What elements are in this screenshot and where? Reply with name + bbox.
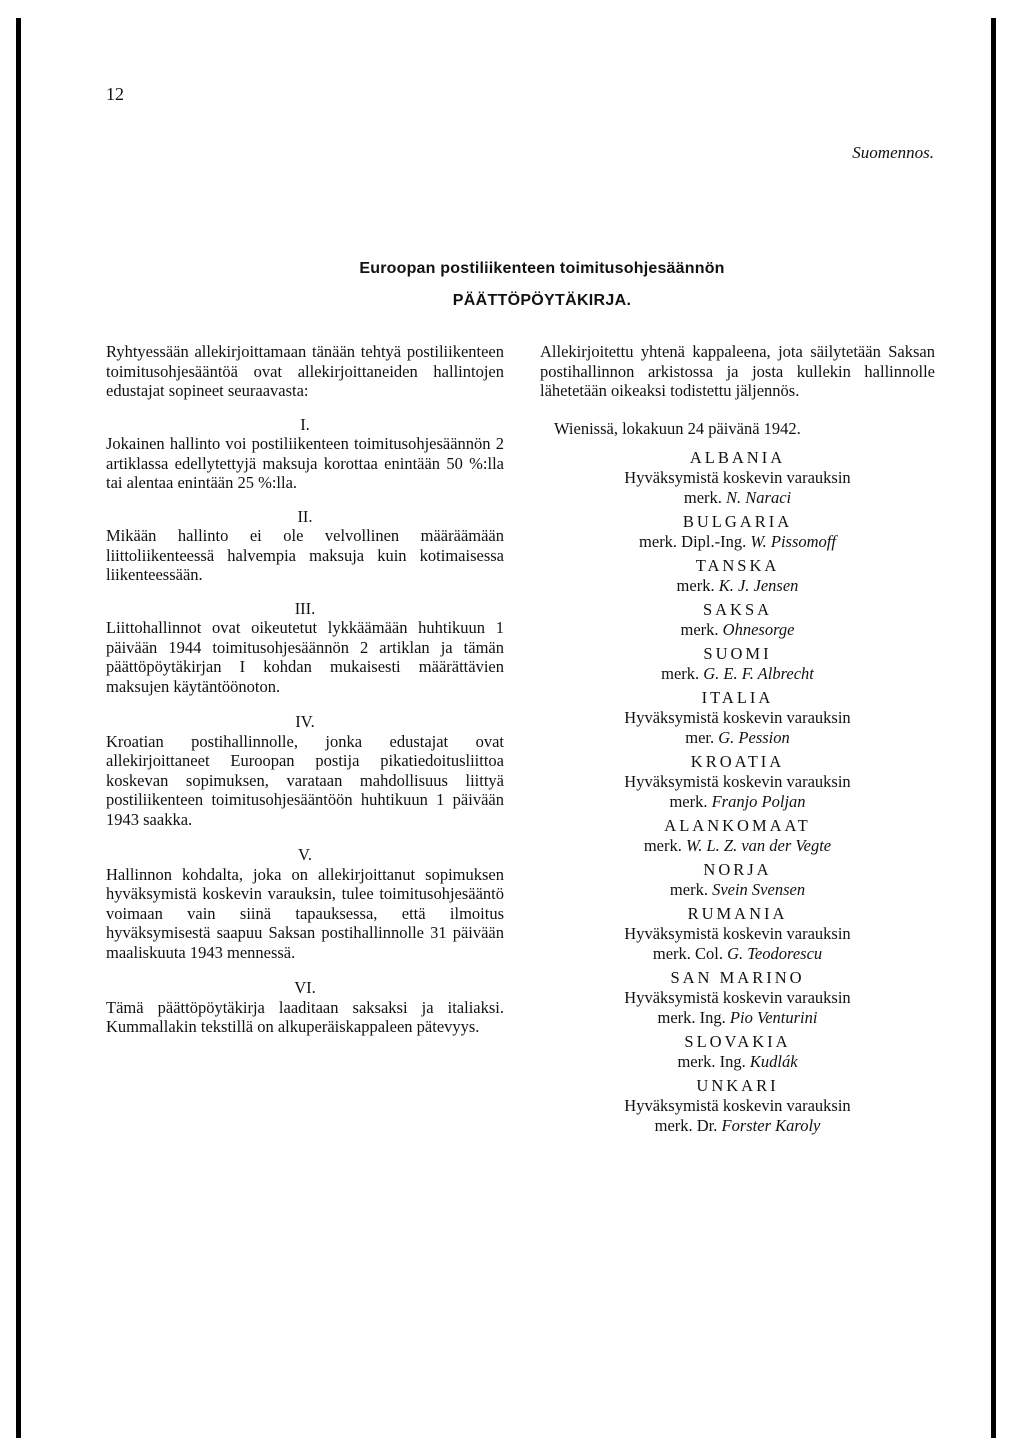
- signatory-list: [540, 448, 935, 1136]
- signer-name: G. Pession: [718, 728, 790, 747]
- signatory-country: BULGARIA: [682, 512, 793, 531]
- signer-name: W. L. Z. van der Vegte: [686, 836, 832, 855]
- right-column: [540, 342, 935, 1140]
- section-heading: III.: [294, 598, 316, 618]
- section-body: Jokainen hallinto voi postiliikenteen toimitusohjesäännön 2 artiklassa edellytettyjä maksuja korottaa enintään 50 %:lla tai alentaa enintään 25 %:lla.: [106, 434, 504, 492]
- signer-name: Pio Venturini: [729, 1008, 818, 1027]
- signer-name: Forster Karoly: [721, 1116, 821, 1135]
- signatory-reservation: Hyväksymistä koskevin varauksin: [624, 924, 851, 943]
- section-heading: I.: [300, 414, 310, 434]
- signature-prefix: merk. Dr.: [654, 1116, 718, 1135]
- signatory-block: [540, 688, 935, 748]
- section-heading: V.: [298, 845, 312, 864]
- signatory-block: [540, 752, 935, 812]
- signer-name: Kudlák: [749, 1052, 798, 1071]
- left-column: [106, 342, 504, 1037]
- signatory-country: ITALIA: [701, 688, 774, 707]
- intro-paragraph: Ryhtyessään allekirjoittamaan tänään tehtyä postiliikenteen toimitusohjesääntöä ovat allekirjoittaneiden hallintojen edustajat sopineet seuraavasta:: [106, 342, 504, 400]
- signature-prefix: merk.: [680, 620, 719, 639]
- signatory-block: [540, 904, 935, 964]
- document-title: Euroopan postiliikenteen toimitusohjesäännön: [359, 260, 725, 277]
- signatory-block: [540, 600, 935, 640]
- signatory-block: [540, 968, 935, 1028]
- signatory-country: KROATIA: [690, 752, 785, 771]
- signatory-reservation: Hyväksymistä koskevin varauksin: [624, 468, 851, 487]
- signatory-country: ALANKOMAAT: [664, 816, 811, 835]
- dateline: Wienissä, lokakuun 24 päivänä 1942.: [554, 418, 801, 438]
- signature-prefix: merk.: [683, 488, 722, 507]
- section-heading: IV.: [295, 712, 315, 731]
- section-body: Kroatian postihallinnolle, jonka edustajat ovat allekirjoittaneet Euroopan postija pikatiedoitusliittoa koskevan sopimuksen, varataan mahdollisuus liittyä postiliikenteen toimitusohjesääntöön huhtikuun 1 päivään 1943 saakka.: [106, 731, 504, 829]
- signature-prefix: merk.: [669, 880, 708, 899]
- section-body: Liittohallinnot ovat oikeutetut lykkäämään huhtikuun 1 päivään 1944 toimitusohjesäännön 2 artiklan ja tämän päättöpöytäkirjan I kohdan mukaisesti määrättävien maksujen käytäntöönoton.: [106, 618, 504, 696]
- signatory-country: RUMANIA: [687, 904, 788, 923]
- page-border-right: [991, 18, 996, 1438]
- signatory-country: SUOMI: [703, 644, 772, 663]
- signature-line: [540, 532, 935, 552]
- signatory-country: ALBANIA: [689, 448, 786, 467]
- signer-name: N. Naraci: [726, 488, 792, 507]
- signature-line: [540, 1052, 935, 1072]
- signature-line: [540, 728, 935, 748]
- signatory-country: SLOVAKIA: [684, 1032, 791, 1051]
- section-heading: II.: [297, 506, 313, 526]
- signature-prefix: merk.: [643, 836, 682, 855]
- signatory-country: SAN MARINO: [670, 968, 805, 987]
- signature-prefix: merk.: [669, 792, 708, 811]
- closing-paragraph: Allekirjoitettu yhtenä kappaleena, jota säilytetään Saksan postihallinnon arkistossa ja josta kullekin hallinnolle lähetetään oikeaksi todistettu jäljennös.: [540, 342, 935, 400]
- signature-prefix: merk.: [661, 664, 700, 683]
- signature-prefix: merk. Dipl.-Ing.: [639, 532, 747, 551]
- signature-line: [540, 1116, 935, 1136]
- signature-prefix: merk. Ing.: [677, 1052, 746, 1071]
- signature-line: [540, 836, 935, 856]
- section-vi: [106, 978, 504, 1037]
- signature-line: [540, 880, 935, 900]
- signatory-block: [540, 1076, 935, 1136]
- signatory-block: [540, 816, 935, 856]
- section-body: Tämä päättöpöytäkirja laaditaan saksaksi ja italiaksi. Kummallakin tekstillä on alkuperäiskappaleen pätevyys.: [106, 997, 504, 1036]
- translation-label: Suomennos.: [852, 143, 934, 162]
- signatory-country: SAKSA: [702, 600, 773, 619]
- signatory-block: [540, 860, 935, 900]
- signature-line: [540, 620, 935, 640]
- signer-name: Ohnesorge: [722, 620, 795, 639]
- signer-name: Franjo Poljan: [711, 792, 806, 811]
- signature-line: [540, 664, 935, 684]
- section-heading: VI.: [294, 978, 316, 997]
- signatory-reservation: Hyväksymistä koskevin varauksin: [624, 988, 851, 1007]
- section-iv: [106, 712, 504, 829]
- signature-line: [540, 488, 935, 508]
- page-number: 12: [106, 84, 124, 104]
- signature-prefix: merk. Col.: [652, 944, 723, 963]
- signatory-block: [540, 512, 935, 552]
- signatory-reservation: Hyväksymistä koskevin varauksin: [624, 1096, 851, 1115]
- signatory-country: NORJA: [703, 860, 772, 879]
- signature-line: [540, 576, 935, 596]
- section-body: Hallinnon kohdalta, joka on allekirjoittanut sopimuksen hyväksymistä koskevin varauksin, tulee toimitusohjesääntö voimaan vain siinä tapauksessa, että ilmoitus hyväksymisestä saapuu Saksan postihallinnolle 31 päivään maaliskuuta 1943 mennessä.: [106, 864, 504, 962]
- section-v: [106, 845, 504, 962]
- document-subtitle: PÄÄTTÖPÖYTÄKIRJA.: [452, 292, 632, 309]
- signatory-block: [540, 644, 935, 684]
- section-i: [106, 415, 504, 493]
- signer-name: G. Teodorescu: [727, 944, 823, 963]
- signature-line: [540, 1008, 935, 1028]
- signature-prefix: mer.: [685, 728, 715, 747]
- signatory-block: [540, 556, 935, 596]
- signatory-block: [540, 1032, 935, 1072]
- signatory-block: [540, 448, 935, 508]
- signatory-country: TANSKA: [695, 556, 780, 575]
- page-border-left: [16, 18, 21, 1438]
- section-ii: [106, 507, 504, 585]
- signature-prefix: merk.: [676, 576, 715, 595]
- signature-line: [540, 944, 935, 964]
- signer-name: W. Pissomoff: [750, 532, 836, 551]
- section-iii: [106, 599, 504, 697]
- signatory-reservation: Hyväksymistä koskevin varauksin: [624, 708, 851, 727]
- section-body: Mikään hallinto ei ole velvollinen määräämään liittoliikenteessä halvempia maksuja kuin kotimaisessa liikenteessään.: [106, 526, 504, 584]
- signatory-country: UNKARI: [696, 1076, 779, 1095]
- signer-name: Svein Svensen: [712, 880, 806, 899]
- signatory-reservation: Hyväksymistä koskevin varauksin: [624, 772, 851, 791]
- signer-name: K. J. Jensen: [718, 576, 799, 595]
- signer-name: G. E. F. Albrecht: [703, 664, 814, 683]
- signature-line: [540, 792, 935, 812]
- signature-prefix: merk. Ing.: [657, 1008, 726, 1027]
